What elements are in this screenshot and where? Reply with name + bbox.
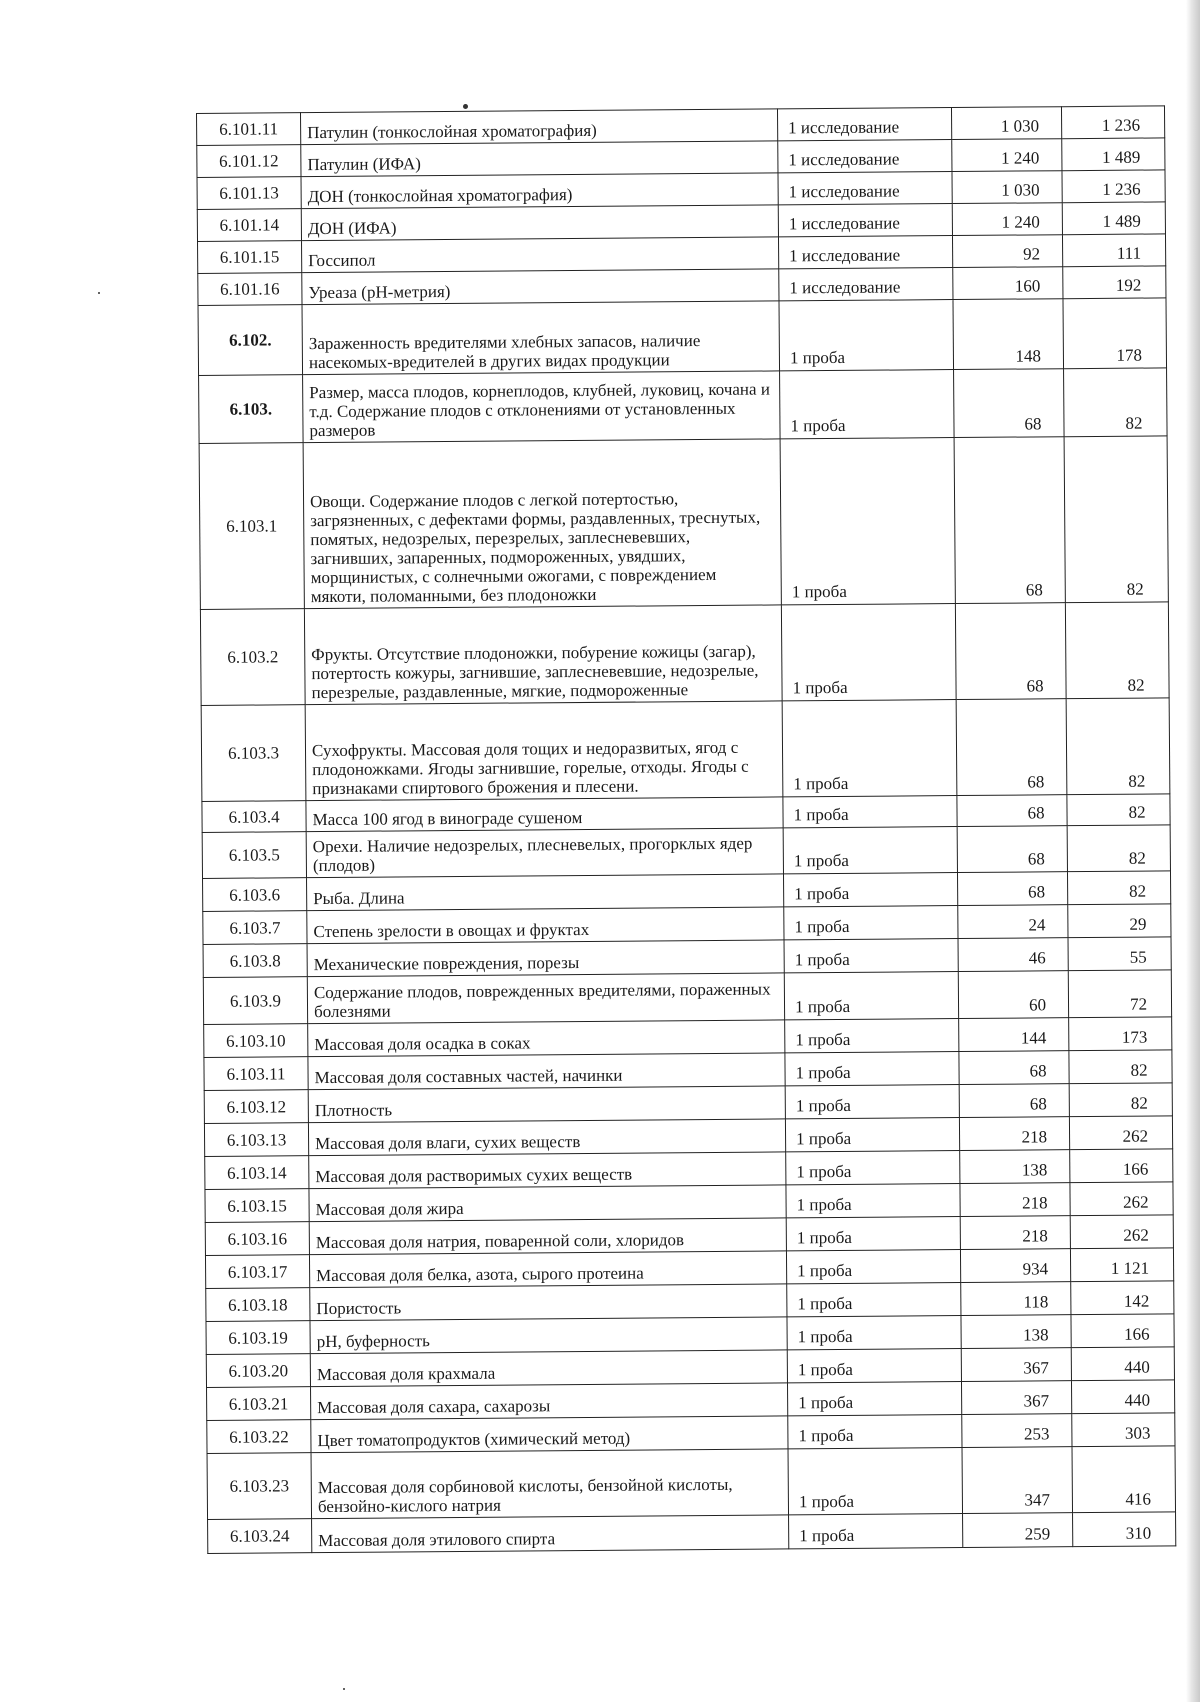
unit-of-measure: 1 проба <box>787 1283 961 1317</box>
price-with-vat: 82 <box>1067 871 1170 905</box>
table-row <box>199 368 1168 444</box>
service-name: Массовая доля растворимых сухих веществ <box>309 1152 786 1189</box>
unit-of-measure: 1 проба <box>788 1415 962 1449</box>
service-code: 6.103. <box>199 375 304 444</box>
table-row <box>203 970 1171 1025</box>
service-code: 6.103.9 <box>203 977 307 1025</box>
unit-of-measure: 1 проба <box>782 700 957 797</box>
unit-of-measure: 1 проба <box>788 1448 963 1515</box>
price-without-vat: 138 <box>961 1315 1071 1349</box>
table-row <box>200 602 1169 706</box>
unit-of-measure: 1 проба <box>781 604 956 701</box>
service-name: Массовая доля составных частей, начинки <box>308 1053 785 1090</box>
price-without-vat: 347 <box>962 1447 1073 1514</box>
service-name: Массовая доля натрия, поваренной соли, хлоридов <box>309 1218 786 1255</box>
service-name: Масса 100 ягод в винограде сушеном <box>306 797 783 832</box>
service-name: Механические повреждения, порезы <box>307 940 784 977</box>
price-with-vat: 173 <box>1069 1017 1172 1051</box>
price-without-vat: 218 <box>960 1183 1070 1217</box>
price-with-vat: 166 <box>1071 1314 1174 1348</box>
price-without-vat: 46 <box>958 938 1068 972</box>
service-name: Орехи. Наличие недозрелых, плесневелых, прогорклых ядер (плодов) <box>306 828 783 878</box>
price-without-vat: 367 <box>961 1348 1071 1382</box>
price-without-vat: 68 <box>957 795 1067 827</box>
unit-of-measure: 1 проба <box>785 1085 959 1119</box>
price-with-vat: 82 <box>1064 436 1168 603</box>
service-name: Содержание плодов, поврежденных вредителями, пораженных болезнями <box>307 973 784 1024</box>
price-without-vat: 1 240 <box>952 203 1062 236</box>
service-code: 6.103.22 <box>207 1420 311 1454</box>
price-with-vat: 262 <box>1069 1116 1172 1150</box>
price-with-vat: 310 <box>1073 1512 1176 1547</box>
service-name: ДОН (ИФА) <box>301 205 778 241</box>
table-row <box>208 1512 1176 1554</box>
price-with-vat: 1 121 <box>1070 1248 1173 1282</box>
price-without-vat: 68 <box>957 872 1067 906</box>
price-with-vat: 142 <box>1071 1281 1174 1315</box>
service-code: 6.101.15 <box>198 241 302 274</box>
service-code: 6.103.17 <box>205 1255 309 1289</box>
price-with-vat: 1 489 <box>1062 138 1165 171</box>
unit-of-measure: 1 проба <box>784 939 958 973</box>
service-name: рН, буферность <box>310 1317 787 1354</box>
price-without-vat: 218 <box>959 1117 1069 1151</box>
service-name: ДОН (тонкослойная хроматография) <box>301 173 778 209</box>
price-with-vat: 82 <box>1066 698 1170 795</box>
service-name: Патулин (тонкослойная хроматография) <box>301 109 778 145</box>
service-code: 6.101.13 <box>197 177 301 210</box>
service-code: 6.103.8 <box>203 944 307 978</box>
unit-of-measure: 1 проба <box>785 1019 959 1053</box>
price-with-vat: 82 <box>1067 794 1170 826</box>
service-code: 6.103.1 <box>199 443 304 610</box>
price-table <box>196 105 1176 1554</box>
service-name: Массовая доля сорбиновой кислоты, бензойной кислоты, бензойно-кислого натрия <box>311 1449 789 1519</box>
service-name: Массовая доля влаги, сухих веществ <box>308 1119 785 1156</box>
service-code: 6.101.16 <box>198 273 302 306</box>
service-name: Фрукты. Отсутствие плодоножки, побурение кожицы (загар), потертость кожуры, загнившие, заплесневевшие, недозрелые, перезрелые, раздавленные, мягкие, подмороженные <box>304 605 782 705</box>
price-with-vat: 262 <box>1070 1215 1173 1249</box>
price-with-vat: 82 <box>1065 602 1169 699</box>
unit-of-measure: 1 проба <box>783 796 957 828</box>
price-without-vat: 138 <box>960 1150 1070 1184</box>
unit-of-measure: 1 проба <box>787 1349 961 1383</box>
service-code: 6.103.23 <box>207 1453 312 1520</box>
price-without-vat: 68 <box>954 437 1065 604</box>
price-with-vat: 416 <box>1072 1446 1176 1513</box>
price-with-vat: 82 <box>1069 1050 1172 1084</box>
table-row <box>202 825 1170 879</box>
price-with-vat: 440 <box>1071 1347 1174 1381</box>
price-without-vat: 92 <box>952 235 1062 268</box>
price-without-vat: 68 <box>959 1051 1069 1085</box>
price-with-vat: 1 489 <box>1062 202 1165 235</box>
price-without-vat: 118 <box>961 1282 1071 1316</box>
price-without-vat: 160 <box>953 267 1063 300</box>
service-name: Уреаза (рН-метрия) <box>302 269 779 305</box>
unit-of-measure: 1 проба <box>784 906 958 940</box>
service-name: Рыба. Длина <box>307 874 784 911</box>
unit-of-measure: 1 проба <box>783 827 957 874</box>
service-name: Массовая доля осадка в соках <box>308 1020 785 1057</box>
price-without-vat: 144 <box>959 1018 1069 1052</box>
unit-of-measure: 1 проба <box>786 1217 960 1251</box>
table-row <box>199 436 1168 610</box>
scan-speck <box>98 292 100 294</box>
unit-of-measure: 1 исследование <box>779 268 953 301</box>
price-with-vat: 72 <box>1068 970 1171 1018</box>
unit-of-measure: 1 проба <box>787 1382 961 1416</box>
unit-of-measure: 1 проба <box>783 873 957 907</box>
service-code: 6.103.15 <box>205 1189 309 1223</box>
service-code: 6.103.4 <box>202 801 306 833</box>
price-without-vat: 60 <box>958 971 1068 1019</box>
unit-of-measure: 1 проба <box>786 1184 960 1218</box>
service-name: Зараженность вредителями хлебных запасов, наличие насекомых-вредителей в других видах продукции <box>302 301 780 375</box>
unit-of-measure: 1 проба <box>789 1514 963 1549</box>
price-without-vat: 1 030 <box>952 171 1062 204</box>
price-with-vat: 192 <box>1063 266 1166 299</box>
service-code: 6.103.14 <box>205 1156 309 1190</box>
unit-of-measure: 1 проба <box>786 1250 960 1284</box>
service-code: 6.103.16 <box>205 1222 309 1256</box>
price-with-vat: 166 <box>1070 1149 1173 1183</box>
service-name: Цвет томатопродуктов (химический метод) <box>311 1416 788 1453</box>
price-without-vat: 68 <box>957 826 1067 873</box>
price-without-vat: 68 <box>956 699 1067 796</box>
service-code: 6.103.19 <box>206 1321 310 1355</box>
price-without-vat: 68 <box>954 369 1065 438</box>
price-with-vat: 111 <box>1062 234 1165 267</box>
service-code: 6.103.7 <box>203 911 307 945</box>
price-with-vat: 29 <box>1068 904 1171 938</box>
unit-of-measure: 1 исследование <box>778 140 952 173</box>
price-without-vat: 1 240 <box>952 139 1062 172</box>
service-name: Сухофрукты. Массовая доля тощих и недоразвитых, ягод с плодоножками. Ягоды загнившие, горелые, отходы. Ягоды с признаками спиртового брожения и плесени. <box>305 701 783 801</box>
service-name: Массовая доля белка, азота, сырого протеина <box>309 1251 786 1288</box>
price-with-vat: 55 <box>1068 937 1171 971</box>
unit-of-measure: 1 проба <box>786 1151 960 1185</box>
price-without-vat: 24 <box>958 905 1068 939</box>
price-without-vat: 367 <box>961 1381 1071 1415</box>
service-code: 6.103.5 <box>202 832 306 879</box>
price-without-vat: 934 <box>960 1249 1070 1283</box>
service-code: 6.101.14 <box>197 209 301 242</box>
table-row <box>201 698 1170 802</box>
service-code: 6.103.6 <box>203 878 307 912</box>
service-name: Степень зрелости в овощах и фруктах <box>307 907 784 944</box>
service-code: 6.103.18 <box>206 1288 310 1322</box>
price-with-vat: 303 <box>1072 1413 1175 1447</box>
price-with-vat: 440 <box>1071 1380 1174 1414</box>
service-code: 6.103.3 <box>201 705 306 802</box>
service-name: Патулин (ИФА) <box>301 141 778 177</box>
service-name: Плотность <box>308 1086 785 1123</box>
price-with-vat: 82 <box>1069 1083 1172 1117</box>
service-name: Овощи. Содержание плодов с легкой потертостью, загрязненных, с дефектами формы, раздавленных, треснутых, помятых, недозрелых, перезрелых, заплесневевших, загнивших, запаренных, подмороженных, увядших, морщинистых, с солнечными ожогами, с повреждением мякоти, поломанными, без плодоножки <box>303 439 781 609</box>
service-code: 6.103.13 <box>204 1123 308 1157</box>
price-with-vat: 82 <box>1064 368 1168 437</box>
service-code: 6.103.11 <box>204 1057 308 1091</box>
unit-of-measure: 1 проба <box>779 300 954 371</box>
table-row <box>207 1446 1175 1520</box>
unit-of-measure: 1 проба <box>785 1052 959 1086</box>
table-row <box>198 298 1167 376</box>
service-code: 6.103.10 <box>204 1024 308 1058</box>
price-with-vat: 1 236 <box>1062 170 1165 203</box>
price-table-body <box>197 106 1176 1554</box>
service-name: Массовая доля этилового спирта <box>312 1515 789 1553</box>
service-code: 6.103.12 <box>204 1090 308 1124</box>
price-without-vat: 1 030 <box>951 107 1061 140</box>
service-code: 6.101.11 <box>197 113 301 146</box>
unit-of-measure: 1 исследование <box>778 172 952 205</box>
price-with-vat: 262 <box>1070 1182 1173 1216</box>
service-code: 6.103.2 <box>200 609 305 706</box>
service-code: 6.103.20 <box>206 1354 310 1388</box>
price-with-vat: 82 <box>1067 825 1170 872</box>
service-code: 6.103.21 <box>207 1387 311 1421</box>
unit-of-measure: 1 проба <box>780 370 955 439</box>
price-without-vat: 68 <box>959 1084 1069 1118</box>
unit-of-measure: 1 проба <box>780 438 955 605</box>
scan-speck <box>463 104 468 109</box>
scan-shadow-edge <box>1186 0 1200 1702</box>
price-without-vat: 68 <box>955 603 1066 700</box>
service-name: Размер, масса плодов, корнеплодов, клубней, луковиц, кочана и т.д. Содержание плодов с отклонениями от установленных размеров <box>303 371 781 443</box>
service-name: Госсипол <box>302 237 779 273</box>
unit-of-measure: 1 исследование <box>777 108 951 141</box>
unit-of-measure: 1 проба <box>787 1316 961 1350</box>
price-with-vat: 178 <box>1063 298 1167 369</box>
price-without-vat: 148 <box>953 299 1064 370</box>
unit-of-measure: 1 проба <box>785 1118 959 1152</box>
scan-speck <box>343 1688 345 1690</box>
service-name: Массовая доля сахара, сахарозы <box>311 1383 788 1420</box>
service-name: Пористость <box>310 1284 787 1321</box>
price-with-vat: 1 236 <box>1061 106 1164 139</box>
service-code: 6.103.24 <box>208 1519 312 1554</box>
unit-of-measure: 1 проба <box>784 972 958 1020</box>
service-name: Массовая доля жира <box>309 1185 786 1222</box>
service-name: Массовая доля крахмала <box>310 1350 787 1387</box>
unit-of-measure: 1 исследование <box>778 204 952 237</box>
price-without-vat: 218 <box>960 1216 1070 1250</box>
price-without-vat: 259 <box>963 1513 1073 1548</box>
unit-of-measure: 1 исследование <box>778 236 952 269</box>
price-without-vat: 253 <box>962 1414 1072 1448</box>
service-code: 6.102. <box>198 305 303 376</box>
service-code: 6.101.12 <box>197 145 301 178</box>
